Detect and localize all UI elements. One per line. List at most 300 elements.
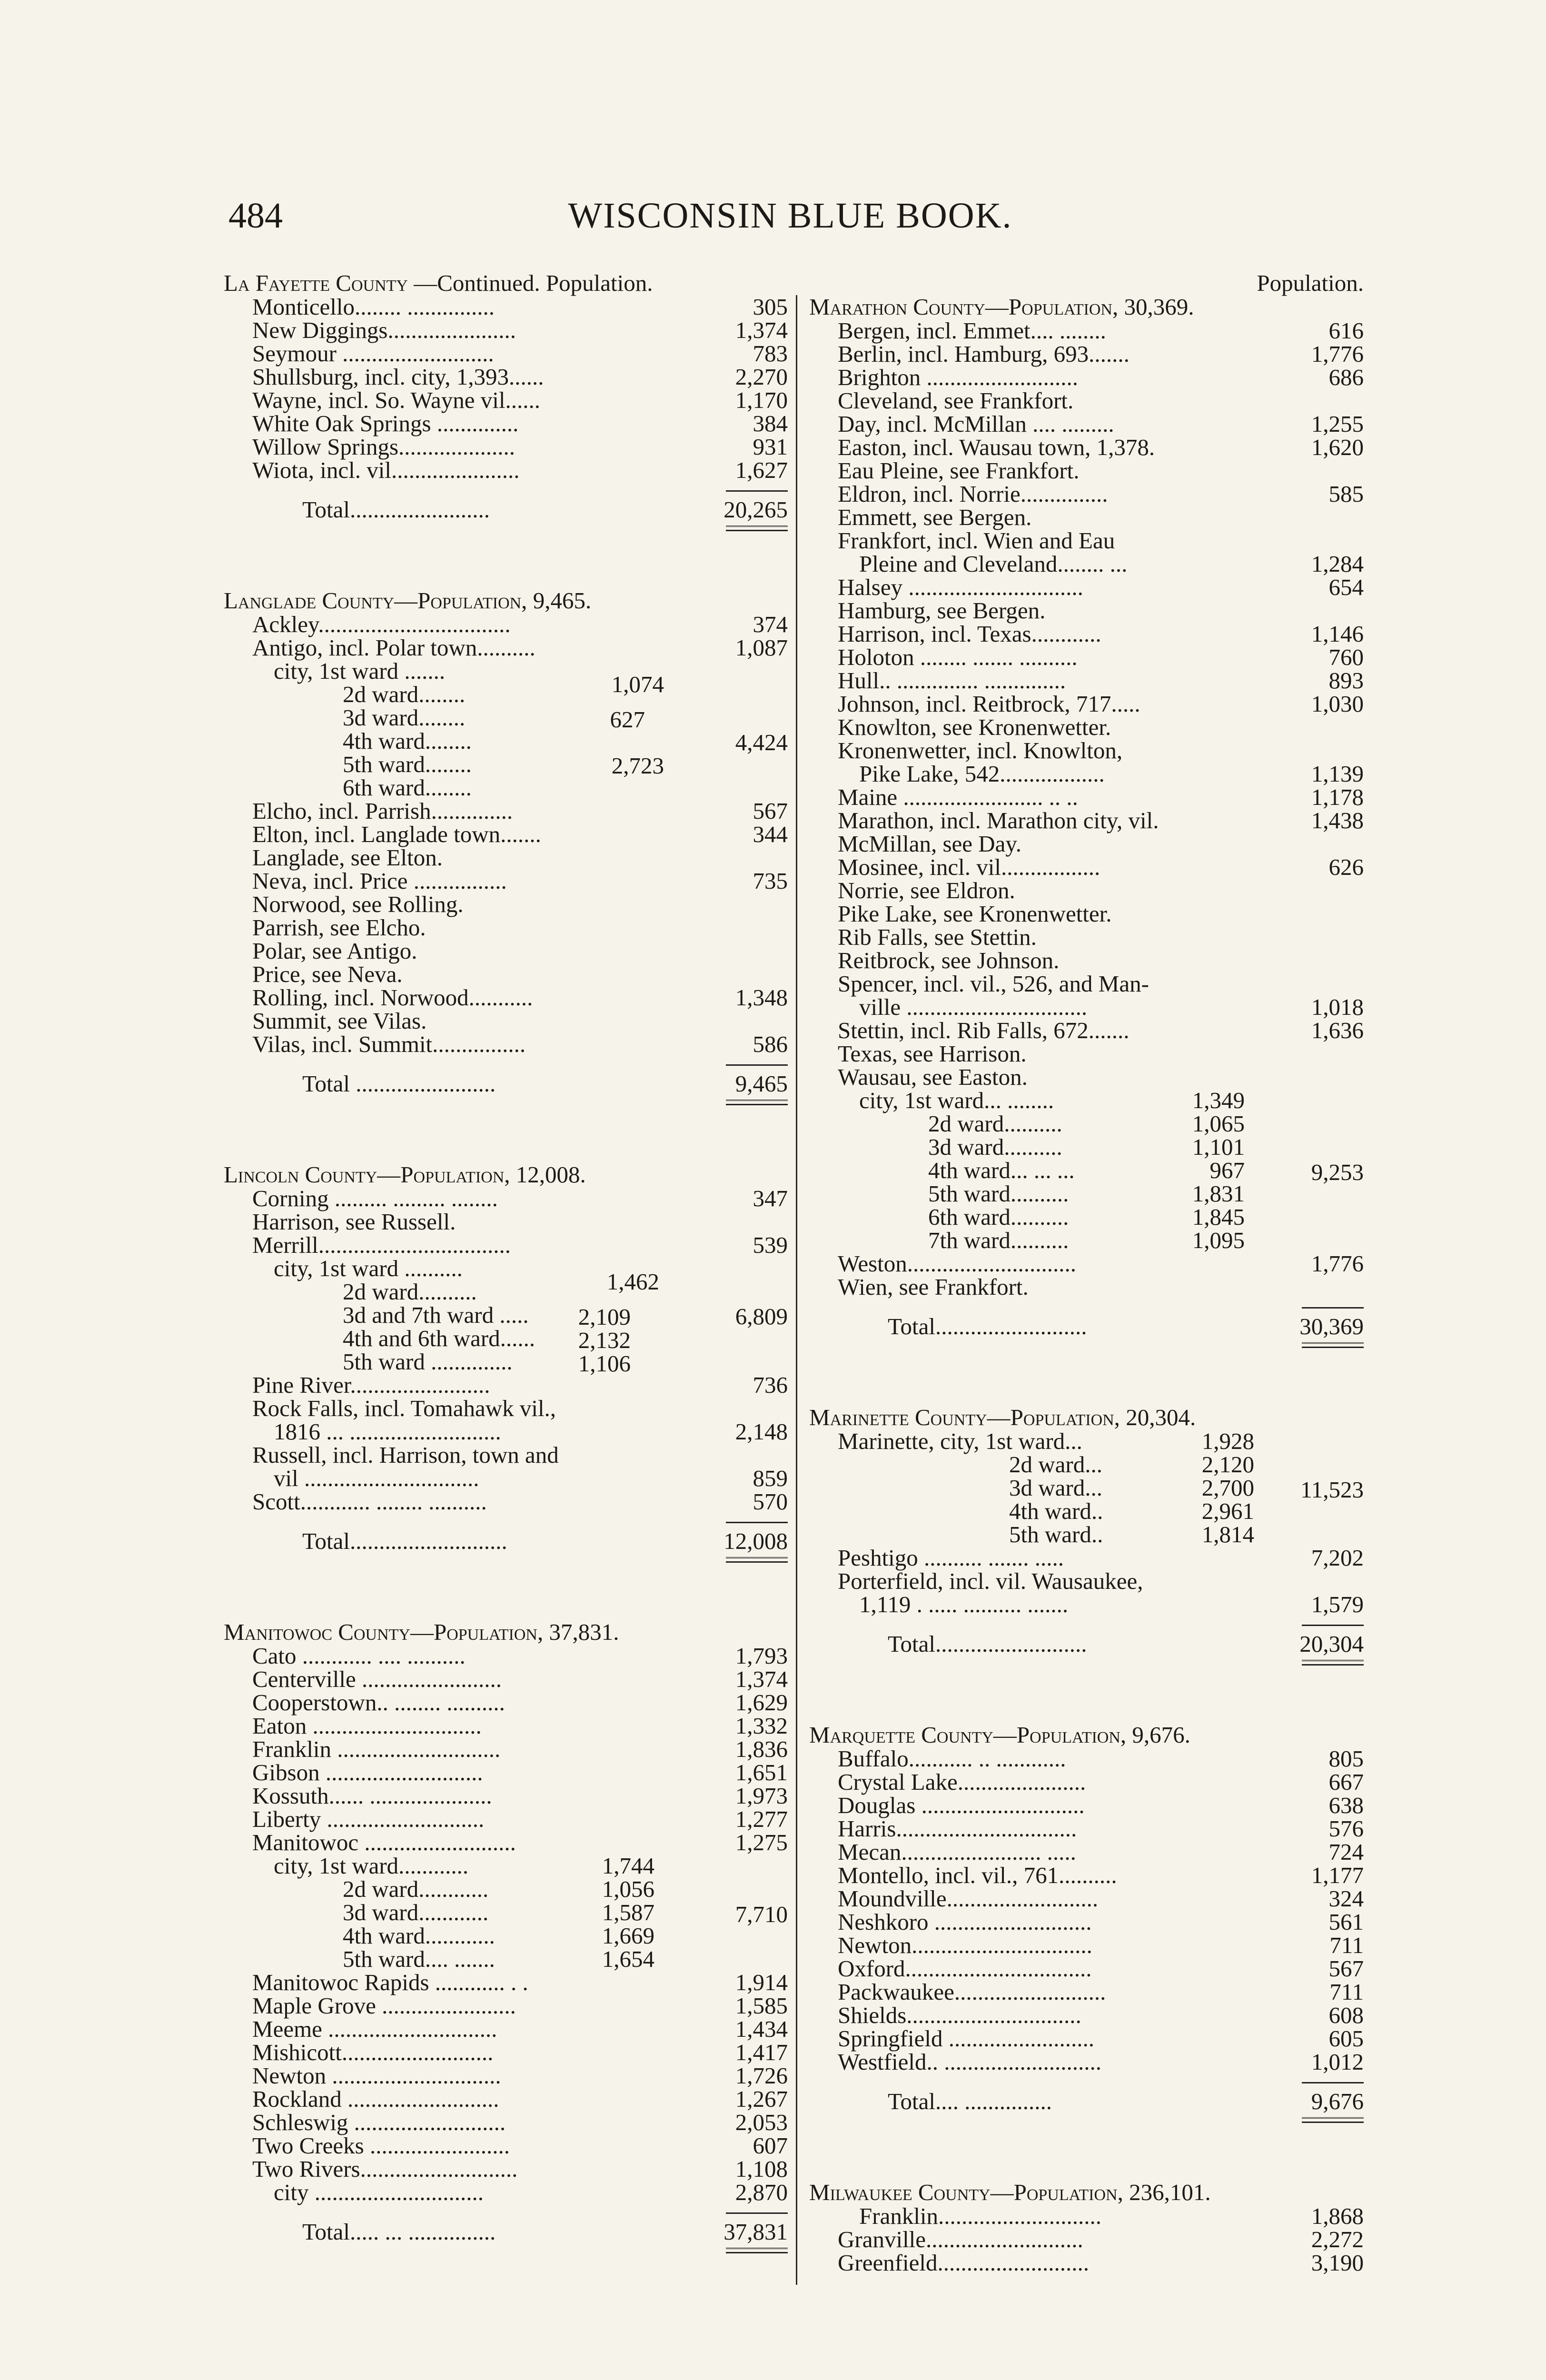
table-row: [224, 1467, 788, 1490]
row-population: 1,585: [735, 1993, 788, 2019]
ward-population: 1,669: [602, 1923, 654, 1949]
row-name: Merrill.................................: [252, 1232, 511, 1258]
row-population: 1,275: [735, 1829, 788, 1855]
row-name: 6th ward........: [343, 774, 472, 801]
row-population: 1,627: [735, 457, 788, 483]
table-row: [224, 1443, 788, 1467]
county-marathon: [809, 295, 1364, 1349]
row-name: Ackley.................................: [252, 611, 511, 637]
row-population: 1,868: [1311, 2203, 1364, 2229]
row-population: 1,636: [1311, 1017, 1364, 1043]
table-row: [809, 1980, 1364, 2003]
city-ward-total: 4,424: [735, 729, 788, 755]
table-row: [809, 972, 1364, 995]
city-ward-total: 7,710: [735, 1901, 788, 1927]
table-row: [809, 1476, 1364, 1499]
row-name: Montello, incl. vil., 761..........: [838, 1862, 1117, 1888]
county-name: Marathon County—Population,: [809, 294, 1119, 320]
book-title: WISCONSIN BLUE BOOK.: [568, 196, 1012, 236]
table-row: [809, 575, 1364, 599]
row-population: 1,018: [1311, 994, 1364, 1020]
row-name: Rockland ..........................: [252, 2086, 499, 2112]
table-row: [809, 1934, 1364, 1957]
row-name: Kossuth...... .....................: [252, 1783, 492, 1809]
table-row: [224, 1854, 788, 1877]
table-row: [224, 1877, 788, 1901]
row-population: 1,139: [1311, 761, 1364, 787]
total-value: 20,304: [1299, 1631, 1364, 1657]
table-row: [809, 1887, 1364, 1910]
row-population: 1,177: [1311, 1862, 1364, 1888]
row-name: New Diggings......................: [252, 317, 516, 343]
total-row: [809, 1616, 1364, 1666]
table-row: [809, 622, 1364, 645]
county-name: Manitowoc County—Population,: [224, 1619, 544, 1645]
row-population: 1,914: [735, 1969, 788, 1995]
row-name: Russell, incl. Harrison, town and: [252, 1442, 559, 1468]
county-heading: [224, 1163, 788, 1187]
page-number: 484: [228, 196, 283, 236]
row-name: Maine ........................ .. ..: [838, 784, 1078, 810]
table-row: [224, 2181, 788, 2204]
table-row: [224, 962, 788, 986]
row-name: 3d and 7th ward .....: [343, 1302, 529, 1328]
total-value: 9,465: [735, 1071, 788, 1097]
table-row: [809, 809, 1364, 832]
table-row: [224, 1303, 788, 1327]
row-name: Day, incl. McMillan .... .........: [838, 411, 1114, 437]
row-population: 2,148: [735, 1418, 788, 1445]
row-population: 686: [1328, 364, 1364, 390]
row-population: 1,178: [1311, 784, 1364, 810]
table-row: [809, 1499, 1364, 1523]
row-name: Porterfield, incl. vil. Wausaukee,: [838, 1568, 1143, 1594]
table-row: [809, 692, 1364, 715]
row-population: 1,170: [735, 387, 788, 413]
table-row: [809, 1252, 1364, 1275]
county-name: Marquette County—Population,: [809, 1722, 1127, 1748]
table-row: [224, 1490, 788, 1513]
table-row: [809, 902, 1364, 925]
row-name: Schleswig ..........................: [252, 2109, 506, 2135]
row-name: Wausau, see Easton.: [838, 1064, 1028, 1090]
table-row: [224, 1327, 788, 1350]
row-population: 567: [1328, 1955, 1364, 1982]
row-population: 347: [753, 1185, 788, 1211]
row-name: Corning ......... ......... ........: [252, 1185, 498, 1211]
row-name: Mecan........................ .....: [838, 1839, 1076, 1865]
row-name: 2d ward............: [343, 1876, 489, 1902]
table-row: [809, 715, 1364, 739]
total-row: [224, 2204, 788, 2254]
row-name: Johnson, incl. Reitbrock, 717.....: [838, 691, 1140, 717]
table-row: [809, 529, 1364, 552]
row-population: 1,030: [1311, 691, 1364, 717]
row-name: Elcho, incl. Parrish..............: [252, 798, 513, 824]
table-row: [224, 799, 788, 823]
left-column: [224, 271, 788, 2311]
row-name: Price, see Neva.: [252, 961, 403, 987]
table-row: [224, 1210, 788, 1233]
row-name: city, 1st ward............: [274, 1853, 469, 1879]
county-manitowoc: [224, 1620, 788, 2254]
table-row: [809, 2050, 1364, 2073]
row-name: Frankfort, incl. Wien and Eau: [838, 527, 1115, 554]
table-row: [224, 683, 788, 706]
row-population: 1,374: [735, 317, 788, 343]
total-value: 12,008: [723, 1528, 788, 1554]
row-name: Bergen, incl. Emmet.... ........: [838, 317, 1106, 344]
county-heading-rest: 9,465.: [533, 587, 592, 614]
row-population: 1,108: [735, 2156, 788, 2182]
table-row: [809, 342, 1364, 366]
row-name: Gibson ...........................: [252, 1759, 483, 1785]
row-name: 3d ward..........: [928, 1134, 1062, 1160]
row-name: 5th ward........: [343, 751, 472, 777]
row-name: Willow Springs....................: [252, 434, 515, 460]
table-row: [809, 1205, 1364, 1229]
table-row: [224, 1373, 788, 1397]
row-name: Cooperstown.. ........ ..........: [252, 1689, 505, 1716]
table-row: [224, 435, 788, 458]
row-name: city, 1st ward... ........: [859, 1087, 1054, 1113]
row-population: 654: [1328, 574, 1364, 600]
row-name: 1816 ... ..........................: [274, 1418, 501, 1445]
row-name: Monticello........ ...............: [252, 294, 495, 320]
row-name: 4th and 6th ward......: [343, 1325, 535, 1351]
total-rule-bottom: [1302, 1660, 1364, 1666]
table-row: [809, 1182, 1364, 1205]
row-name: Two Rivers...........................: [252, 2156, 518, 2182]
row-name: Shields..............................: [838, 2002, 1081, 2028]
table-row: [809, 1429, 1364, 1453]
row-name: 5th ward..........: [928, 1180, 1069, 1207]
total-label: Total........................: [302, 496, 490, 523]
table-row: [224, 1280, 788, 1303]
table-row: [809, 925, 1364, 949]
total-rule-bottom: [726, 1557, 788, 1563]
row-population: 805: [1328, 1745, 1364, 1772]
row-population: 567: [753, 798, 788, 824]
row-name: Springfield .........................: [838, 2025, 1094, 2052]
row-name: Stettin, incl. Rib Falls, 672.......: [838, 1017, 1130, 1043]
row-name: Langlade, see Elton.: [252, 844, 443, 871]
row-name: Elton, incl. Langlade town.......: [252, 821, 541, 847]
row-name: Polar, see Antigo.: [252, 938, 417, 964]
table-row: [809, 552, 1364, 575]
ward-population: 1,101: [1192, 1134, 1245, 1160]
total-rule-bottom: [726, 2248, 788, 2253]
ward-population: 1,095: [1192, 1227, 1245, 1253]
row-population: 1,087: [735, 635, 788, 661]
row-name: Hull.. .............. ..............: [838, 667, 1066, 694]
row-name: Franklin ............................: [252, 1736, 501, 1762]
row-population: 1,438: [1311, 807, 1364, 833]
row-name: Newton .............................: [252, 2063, 501, 2089]
table-row: [224, 1009, 788, 1032]
table-row: [224, 412, 788, 435]
row-population: 324: [1328, 1885, 1364, 1912]
row-name: Marinette, city, 1st ward...: [838, 1428, 1082, 1454]
ward-group-value: 2,132: [578, 1327, 631, 1353]
ward-group-value: 1,106: [578, 1350, 631, 1377]
row-population: 638: [1328, 1792, 1364, 1818]
row-population: 1,620: [1311, 434, 1364, 460]
row-name: Eaton .............................: [252, 1713, 482, 1739]
table-row: [809, 1453, 1364, 1476]
table-row: [224, 1350, 788, 1373]
county-heading: [224, 589, 788, 613]
row-population: 1,267: [735, 2086, 788, 2112]
column-divider: [796, 295, 797, 2285]
total-value: 37,831: [723, 2219, 788, 2245]
row-name: 2d ward..........: [343, 1279, 477, 1305]
county-heading: [224, 271, 788, 295]
county-heading: [809, 2181, 1364, 2204]
row-name: Pleine and Cleveland........ ...: [859, 551, 1128, 577]
row-name: Antigo, incl. Polar town..........: [252, 635, 535, 661]
row-population: 1,012: [1311, 2049, 1364, 2075]
table-row: [809, 1275, 1364, 1299]
table-row: [224, 1714, 788, 1737]
table-row: [224, 318, 788, 342]
row-name: Emmett, see Bergen.: [838, 504, 1032, 530]
table-row: [224, 458, 788, 482]
table-row: [809, 2251, 1364, 2274]
row-population: 576: [1328, 1815, 1364, 1842]
row-name: 4th ward............: [343, 1923, 495, 1949]
table-row: [809, 1747, 1364, 1770]
row-population: 608: [1328, 2002, 1364, 2028]
row-population: 1,776: [1311, 341, 1364, 367]
row-name: 5th ward ..............: [343, 1349, 513, 1375]
county-name: Langlade County—Population,: [224, 587, 527, 614]
total-rule-top: [1302, 1625, 1364, 1626]
table-row: [224, 869, 788, 892]
table-row: [809, 1910, 1364, 1934]
row-name: 4th ward..: [1009, 1498, 1103, 1524]
row-name: Manitowoc ..........................: [252, 1829, 516, 1855]
table-row: [809, 1159, 1364, 1182]
row-population: 1,332: [735, 1713, 788, 1739]
table-row: [809, 785, 1364, 809]
row-population: 760: [1328, 644, 1364, 670]
table-row: [224, 939, 788, 962]
table-row: [809, 1065, 1364, 1089]
row-population: 305: [753, 294, 788, 320]
ward-population: 2,120: [1201, 1451, 1254, 1478]
row-population: 626: [1328, 854, 1364, 880]
row-name: 4th ward... ... ...: [928, 1157, 1075, 1183]
county-heading-rest: —Continued. Population.: [414, 270, 653, 296]
row-population: 1,651: [735, 1759, 788, 1785]
total-label: Total..... ... ...............: [302, 2219, 496, 2245]
table-row: [224, 613, 788, 636]
row-name: Reitbrock, see Johnson.: [838, 947, 1060, 973]
table-row: [809, 1229, 1364, 1252]
table-row: [809, 1840, 1364, 1864]
county-heading: [809, 295, 1364, 319]
row-population: 3,190: [1311, 2250, 1364, 2276]
county-heading: [809, 1406, 1364, 1429]
row-name: city .............................: [274, 2179, 484, 2205]
row-name: Meeme .............................: [252, 2016, 497, 2042]
table-row: [809, 366, 1364, 389]
county-heading-rest: 12,008.: [515, 1161, 586, 1188]
row-name: Liberty ...........................: [252, 1806, 485, 1832]
county-marinette: [809, 1406, 1364, 1666]
county-lincoln: [224, 1163, 788, 1563]
table-row: [809, 855, 1364, 879]
row-name: Pike Lake, see Kronenwetter.: [838, 901, 1112, 927]
row-name: Harris...............................: [838, 1815, 1077, 1842]
table-row: [224, 846, 788, 869]
table-row: [224, 1807, 788, 1831]
table-row: [224, 2157, 788, 2181]
row-population: 1,277: [735, 1806, 788, 1832]
city-ward-total: 6,809: [735, 1303, 788, 1329]
row-population: 1,146: [1311, 621, 1364, 647]
row-population: 1,629: [735, 1689, 788, 1716]
row-name: Mosinee, incl. vil.................: [838, 854, 1100, 880]
row-name: Hamburg, see Bergen.: [838, 597, 1046, 624]
row-population: 1,836: [735, 1736, 788, 1762]
row-name: Seymour ..........................: [252, 340, 494, 367]
table-row: [224, 2017, 788, 2041]
row-name: Eau Pleine, see Frankfort.: [838, 457, 1080, 484]
row-name: ville ...............................: [859, 994, 1088, 1020]
city-ward-total: 9,253: [1311, 1159, 1364, 1185]
ward-group-value: 1,074: [611, 671, 664, 697]
total-label: Total.... ...............: [888, 2088, 1052, 2114]
ward-population: 2,700: [1201, 1475, 1254, 1501]
total-row: [224, 482, 788, 532]
row-name: 2d ward..........: [928, 1111, 1062, 1137]
row-name: Moundville..........................: [838, 1885, 1099, 1912]
table-row: [809, 1089, 1364, 1112]
row-name: Norwood, see Rolling.: [252, 891, 464, 917]
row-name: Knowlton, see Kronenwetter.: [838, 714, 1111, 740]
row-name: Berlin, incl. Hamburg, 693.......: [838, 341, 1130, 367]
county-name: Lincoln County—Population,: [224, 1161, 510, 1188]
row-name: Rib Falls, see Stettin.: [838, 924, 1037, 950]
row-name: Wien, see Frankfort.: [838, 1274, 1029, 1300]
row-name: Pike Lake, 542..................: [859, 761, 1105, 787]
row-name: Harrison, see Russell.: [252, 1209, 456, 1235]
table-row: [224, 1831, 788, 1854]
table-row: [224, 753, 788, 776]
county-langlade: [224, 589, 788, 1106]
row-population: 2,272: [1311, 2226, 1364, 2252]
table-row: [809, 2228, 1364, 2251]
total-rule-top: [1302, 1307, 1364, 1309]
total-row: [809, 1299, 1364, 1349]
row-name: 3d ward........: [343, 704, 466, 731]
table-row: [224, 342, 788, 365]
table-row: [224, 2111, 788, 2134]
table-row: [809, 599, 1364, 622]
ward-population: 1,056: [602, 1876, 654, 1902]
table-row: [224, 706, 788, 729]
row-name: Mishicott..........................: [252, 2039, 494, 2065]
total-label: Total..........................: [888, 1631, 1087, 1657]
row-population: 667: [1328, 1769, 1364, 1795]
row-name: Neva, incl. Price ................: [252, 868, 507, 894]
table-row: [809, 1042, 1364, 1065]
row-name: Centerville ........................: [252, 1666, 502, 1692]
row-population: 1,726: [735, 2063, 788, 2089]
table-row: [224, 1644, 788, 1667]
table-row: [224, 1420, 788, 1443]
row-population: 1,284: [1311, 551, 1364, 577]
total-rule-bottom: [726, 1100, 788, 1105]
row-population: 859: [753, 1465, 788, 1491]
total-rule-top: [726, 2212, 788, 2214]
row-population: 724: [1328, 1839, 1364, 1865]
row-name: Holoton ........ ....... ..........: [838, 644, 1078, 670]
total-rule-bottom: [1302, 1342, 1364, 1348]
ward-population: 1,349: [1192, 1087, 1245, 1113]
ward-group-value: 1,462: [606, 1269, 659, 1295]
ward-population: 1,654: [602, 1946, 654, 1972]
row-name: Cato ............ .... ..........: [252, 1643, 466, 1669]
table-row: [809, 1864, 1364, 1887]
table-row: [224, 823, 788, 846]
population-column-header: Population.: [1257, 270, 1364, 296]
row-name: Newton...............................: [838, 1932, 1092, 1958]
table-row: [809, 1019, 1364, 1042]
total-rule-bottom: [726, 526, 788, 531]
table-row: [809, 949, 1364, 972]
table-row: [224, 1737, 788, 1761]
ward-group-value: 627: [610, 706, 645, 733]
table-row: [224, 1784, 788, 1807]
ward-population: 1,831: [1192, 1180, 1245, 1207]
row-name: Marathon, incl. Marathon city, vil.: [838, 807, 1159, 833]
table-row: [809, 319, 1364, 342]
row-population: 1,434: [735, 2016, 788, 2042]
ward-group-value: 2,723: [611, 753, 664, 779]
total-rule-top: [1302, 2082, 1364, 2083]
table-row: [224, 986, 788, 1009]
table-row: [809, 506, 1364, 529]
city-ward-total: 11,523: [1300, 1477, 1364, 1503]
table-row: [809, 1523, 1364, 1546]
row-name: 5th ward..: [1009, 1521, 1103, 1547]
row-name: Rock Falls, incl. Tomahawk vil.,: [252, 1395, 556, 1421]
county-heading-rest: 236,101.: [1129, 2179, 1211, 2205]
total-label: Total..........................: [888, 1313, 1087, 1339]
row-name: 1,119 . ..... .......... .......: [859, 1591, 1069, 1617]
table-row: [224, 1187, 788, 1210]
table-row: [224, 1947, 788, 1971]
total-value: 20,265: [723, 496, 788, 523]
row-population: 539: [753, 1232, 788, 1258]
row-name: Granville...........................: [838, 2226, 1083, 2252]
table-row: [809, 995, 1364, 1019]
table-row: [809, 459, 1364, 482]
table-row: [224, 1667, 788, 1691]
row-name: Buffalo........... .. ............: [838, 1745, 1066, 1772]
table-row: [809, 2204, 1364, 2228]
table-row: [809, 669, 1364, 692]
row-population: 570: [753, 1488, 788, 1515]
row-population: 1,374: [735, 1666, 788, 1692]
county-name: Marinette County—Population,: [809, 1404, 1120, 1430]
total-label: Total...........................: [302, 1528, 507, 1554]
row-name: Maple Grove .......................: [252, 1993, 516, 2019]
row-population: 736: [753, 1372, 788, 1398]
